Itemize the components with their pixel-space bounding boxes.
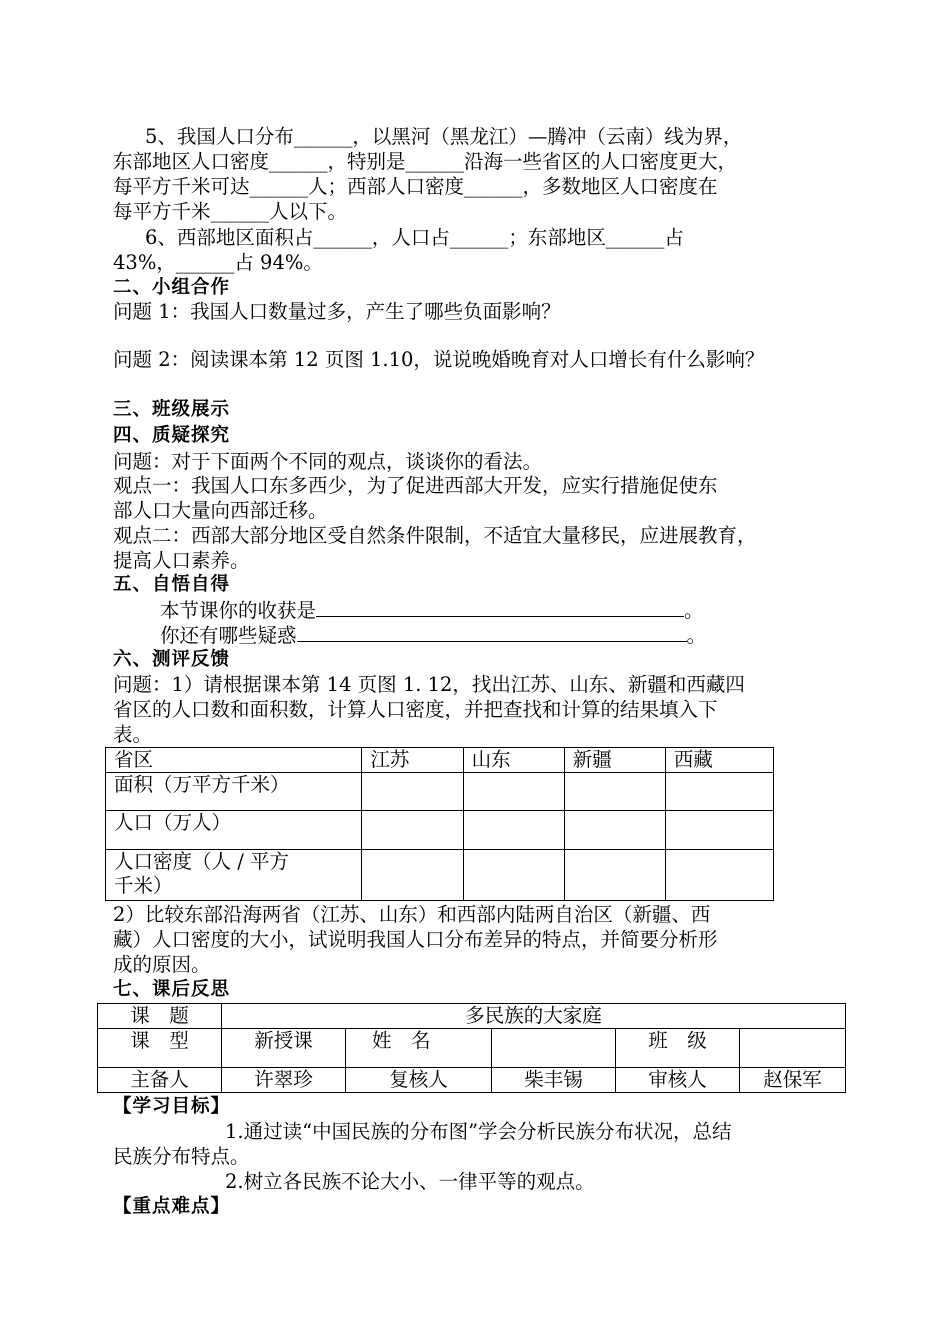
q6-line2: 43%，______占 94%。 [113, 251, 323, 274]
cell-empty[interactable] [463, 773, 564, 811]
group-question-1: 问题 1：我国人口数量过多，产生了哪些负面影响？ [113, 300, 561, 323]
cell-empty[interactable] [362, 811, 463, 850]
row-density-label [106, 850, 362, 901]
cell-empty[interactable] [362, 773, 463, 811]
q5-line3: 每平方千米可达______人；西部人口密度______，多数地区人口密度在 [113, 175, 718, 198]
doubt-label: 你还有哪些疑惑 [160, 624, 297, 647]
heading-after-class: 七、课后反思 [113, 979, 231, 1000]
cell-empty[interactable] [463, 850, 564, 901]
name-field[interactable] [492, 1029, 616, 1068]
th-shandong: 山东 [463, 748, 564, 773]
density-label-line2: 千米） [114, 874, 173, 897]
type-value: 新授课 [222, 1029, 346, 1068]
row-population-label: 人口（万人） [106, 811, 362, 850]
goal2: 2.树立各民族不论大小、一律平等的观点。 [225, 1170, 595, 1193]
cell-empty[interactable] [665, 850, 773, 901]
checker-value: 柴丰锡 [492, 1068, 616, 1093]
province-table [105, 747, 774, 901]
class-label: 班 级 [616, 1029, 740, 1068]
heading-inquiry: 四、质疑探究 [113, 425, 231, 446]
th-province: 省区 [106, 748, 362, 773]
name-label: 姓 名 [346, 1029, 492, 1068]
doubt-blank [297, 623, 687, 642]
feedback-q1-line2: 省区的人口数和面积数，计算人口密度，并把查找和计算的结果填入下 [113, 698, 718, 721]
cell-empty[interactable] [665, 773, 773, 811]
q6-line1: 6、西部地区面积占______，人口占______；东部地区______占 [145, 226, 684, 249]
gain-label: 本节课你的收获是 [160, 599, 317, 622]
q5-line2: 东部地区人口密度______，特别是______沿海一些省区的人口密度更大， [113, 150, 738, 173]
cell-empty[interactable] [564, 811, 665, 850]
heading-learning-goals: 【学习目标】 [113, 1096, 231, 1117]
density-label-line1: 人口密度（人 / 平方 [114, 850, 289, 873]
cell-empty[interactable] [564, 850, 665, 901]
view2-line2: 提高人口素养。 [113, 549, 250, 572]
reviewer-value: 赵保军 [740, 1068, 846, 1093]
topic-label: 课 题 [98, 1004, 222, 1029]
row-area-label: 面积（万平方千米） [106, 773, 362, 811]
th-jiangsu: 江苏 [362, 748, 463, 773]
q5-line1: 5、我国人口分布______，以黑河（黑龙江）—腾冲（云南）线为界， [145, 125, 743, 148]
cell-empty[interactable] [564, 773, 665, 811]
class-field[interactable] [740, 1029, 846, 1068]
heading-group-work: 二、小组合作 [113, 277, 231, 298]
view2-line1: 观点二：西部大部分地区受自然条件限制，不适宜大量移民，应进展教育， [113, 524, 757, 547]
gain-line [160, 598, 704, 623]
goal1-line2: 民族分布特点。 [113, 1145, 250, 1168]
view1-line2: 部人口大量向西部迁移。 [113, 499, 328, 522]
gain-blank [316, 598, 684, 617]
feedback-q2-line1: 2）比较东部沿海两省（江苏、山东）和西部内陆两自治区（新疆、西 [113, 903, 711, 926]
doubt-line [160, 623, 706, 648]
feedback-q1-line3: 表。 [113, 723, 153, 746]
heading-class-show: 三、班级展示 [113, 399, 231, 420]
heading-key-points: 【重点难点】 [113, 1196, 231, 1217]
heading-feedback: 六、测评反馈 [113, 649, 231, 670]
checker-label: 复核人 [346, 1068, 492, 1093]
reviewer-label: 审核人 [616, 1068, 740, 1093]
inquiry-question: 问题：对于下面两个不同的观点，谈谈你的看法。 [113, 450, 543, 473]
th-tibet: 西藏 [665, 748, 773, 773]
group-question-2: 问题 2：阅读课本第 12 页图 1.10，说说晚婚晚育对人口增长有什么影响？ [113, 348, 765, 371]
goal1-line1: 1.通过读“中国民族的分布图”学会分析民族分布状况，总结 [225, 1120, 732, 1143]
lesson-info-table [97, 1003, 846, 1093]
cell-empty[interactable] [362, 850, 463, 901]
q5-line4: 每平方千米______人以下。 [113, 200, 348, 223]
view1-line1: 观点一：我国人口东多西少，为了促进西部大开发，应实行措施促使东 [113, 474, 718, 497]
topic-value: 多民族的大家庭 [222, 1004, 846, 1029]
th-xinjiang: 新疆 [564, 748, 665, 773]
preparer-label: 主备人 [98, 1068, 222, 1093]
feedback-q2-line2: 藏）人口密度的大小，试说明我国人口分布差异的特点，并简要分析形 [113, 928, 718, 951]
preparer-value: 许翠珍 [222, 1068, 346, 1093]
type-label: 课 型 [98, 1029, 222, 1068]
gain-end: 。 [684, 599, 704, 622]
feedback-q2-line3: 成的原因。 [113, 953, 211, 976]
doubt-end: 。 [686, 624, 707, 647]
heading-self-reflection: 五、自悟自得 [113, 574, 231, 595]
feedback-q1-line1: 问题：1）请根据课本第 14 页图 1. 12，找出江苏、山东、新疆和西藏四 [113, 673, 745, 696]
cell-empty[interactable] [665, 811, 773, 850]
cell-empty[interactable] [463, 811, 564, 850]
